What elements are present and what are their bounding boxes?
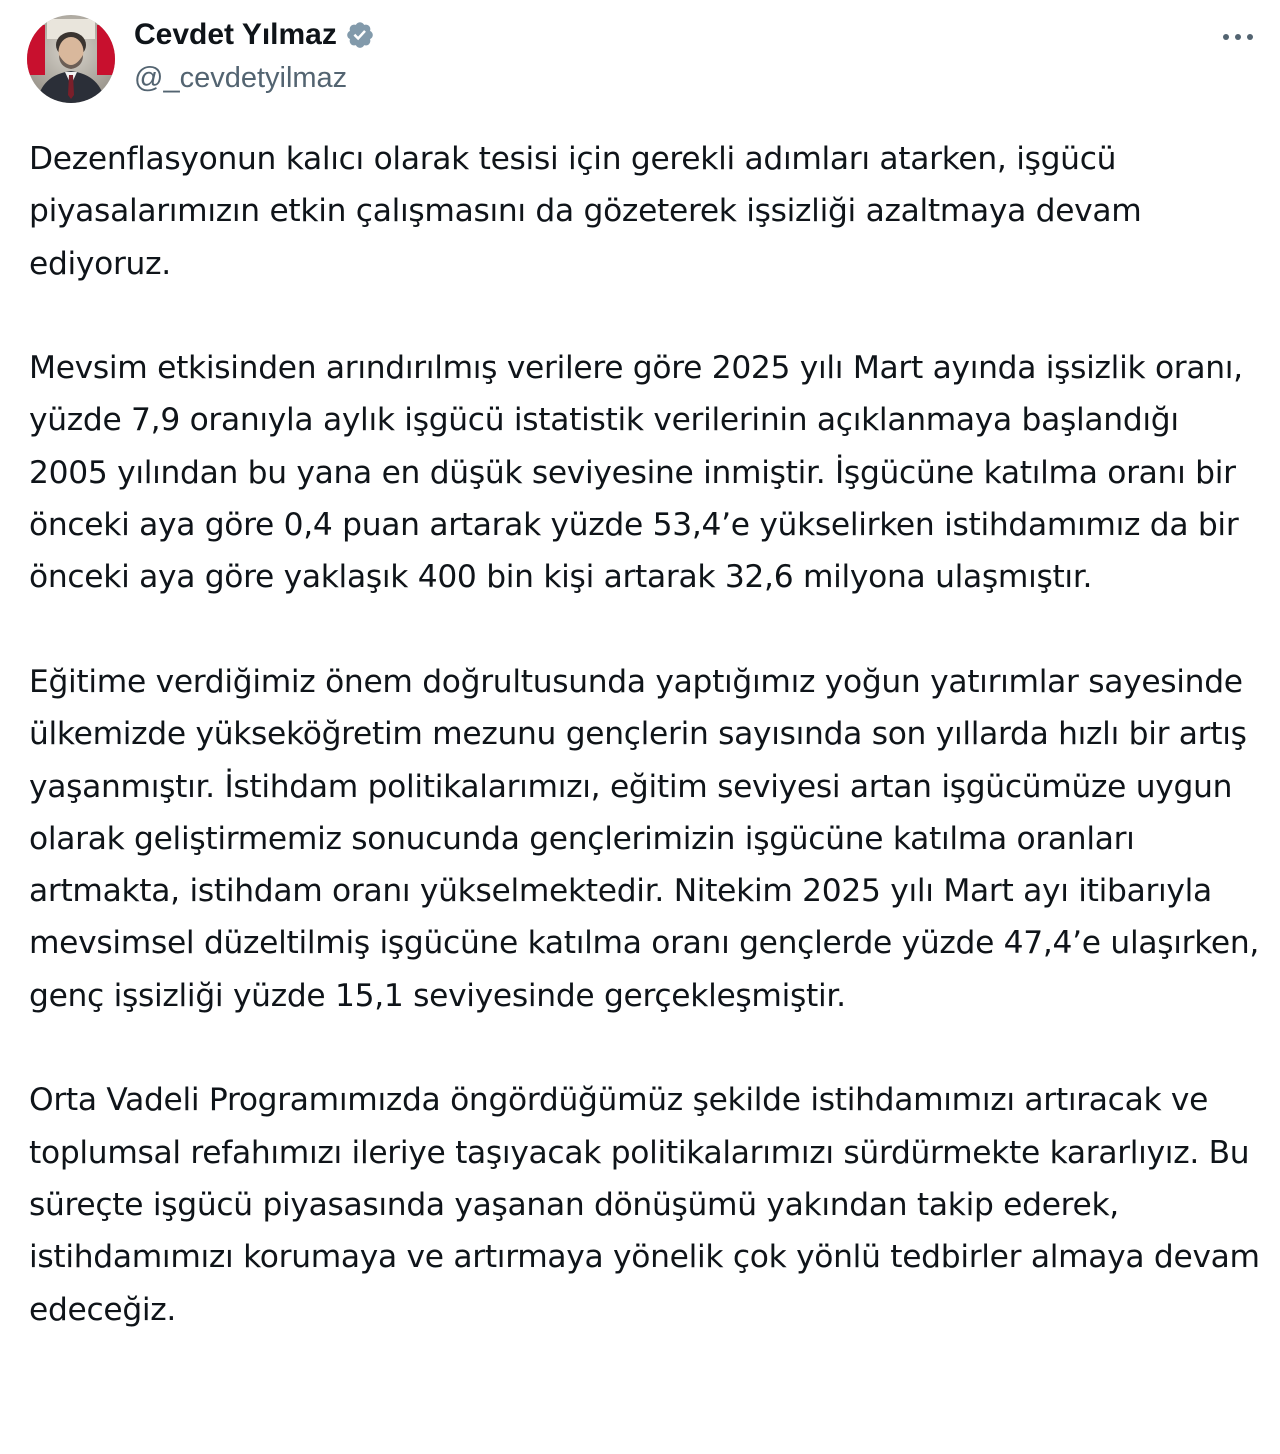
tweet-text	[29, 133, 1261, 1336]
more-options-icon[interactable]	[1218, 22, 1258, 52]
tweet-paragraph: Mevsim etkisinden arındırılmış verilere göre 2025 yılı Mart ayında işsizlik oranı, yüzde 7,9 oranıyla aylık işgücü istatistik verilerinin açıklanmaya başlandığı 2005 yılından bu yana en düşük seviyesine inmiştir. İşgücüne katılma oranı bir önceki aya göre 0,4 puan artarak yüzde 53,4’e yükselirken istihdamımız da bir önceki aya göre yaklaşık 400 bin kişi artarak 32,6 milyona ulaşmıştır.	[29, 350, 1243, 596]
author-display-name[interactable]: Cevdet Yılmaz	[134, 18, 337, 51]
tweet-header	[0, 0, 1280, 110]
tweet-paragraph: Eğitime verdiğimiz önem doğrultusunda yaptığımız yoğun yatırımlar sayesinde ülkemizde yükseköğretim mezunu gençlerin sayısında son yıllarda hızlı bir artış yaşanmıştır. İstihdam politikalarımızı, eğitim seviyesi artan işgücümüze uygun olarak geliştirmemiz sonucunda gençlerimizin işgücüne katılma oranları artmakta, istihdam oranı yükselmektedir. Nitekim 2025 yılı Mart ayı itibarıyla mevsimsel düzeltilmiş işgücüne katılma oranı gençlerde yüzde 47,4’e ulaşırken, genç işsizliği yüzde 15,1 seviyesinde gerçekleşmiştir.	[29, 663, 1260, 1014]
profile-photo-icon	[27, 15, 115, 103]
tweet-paragraph: Orta Vadeli Programımızda öngördüğümüz şekilde istihdamımızı artıracak ve toplumsal refahımızı ileriye taşıyacak politikalarımızı sürdürmekte kararlıyız. Bu süreçte işgücü piyasasında yaşanan dönüşümü yakından takip ederek, istihdamımızı korumaya ve artırmaya yönelik çok yönlü tedbirler almaya devam edeceğiz.	[29, 1082, 1260, 1328]
author-info	[134, 14, 375, 95]
author-handle[interactable]: @_cevdetyilmaz	[134, 62, 348, 94]
avatar[interactable]	[27, 15, 115, 103]
tweet-paragraph: Dezenflasyonun kalıcı olarak tesisi için gerekli adımları atarken, işgücü piyasalarımızın etkin çalışmasını da gözeterek işsizliği azaltmaya devam ediyoruz.	[29, 141, 1142, 282]
verified-badge-icon[interactable]	[345, 20, 375, 50]
name-row	[134, 14, 375, 56]
